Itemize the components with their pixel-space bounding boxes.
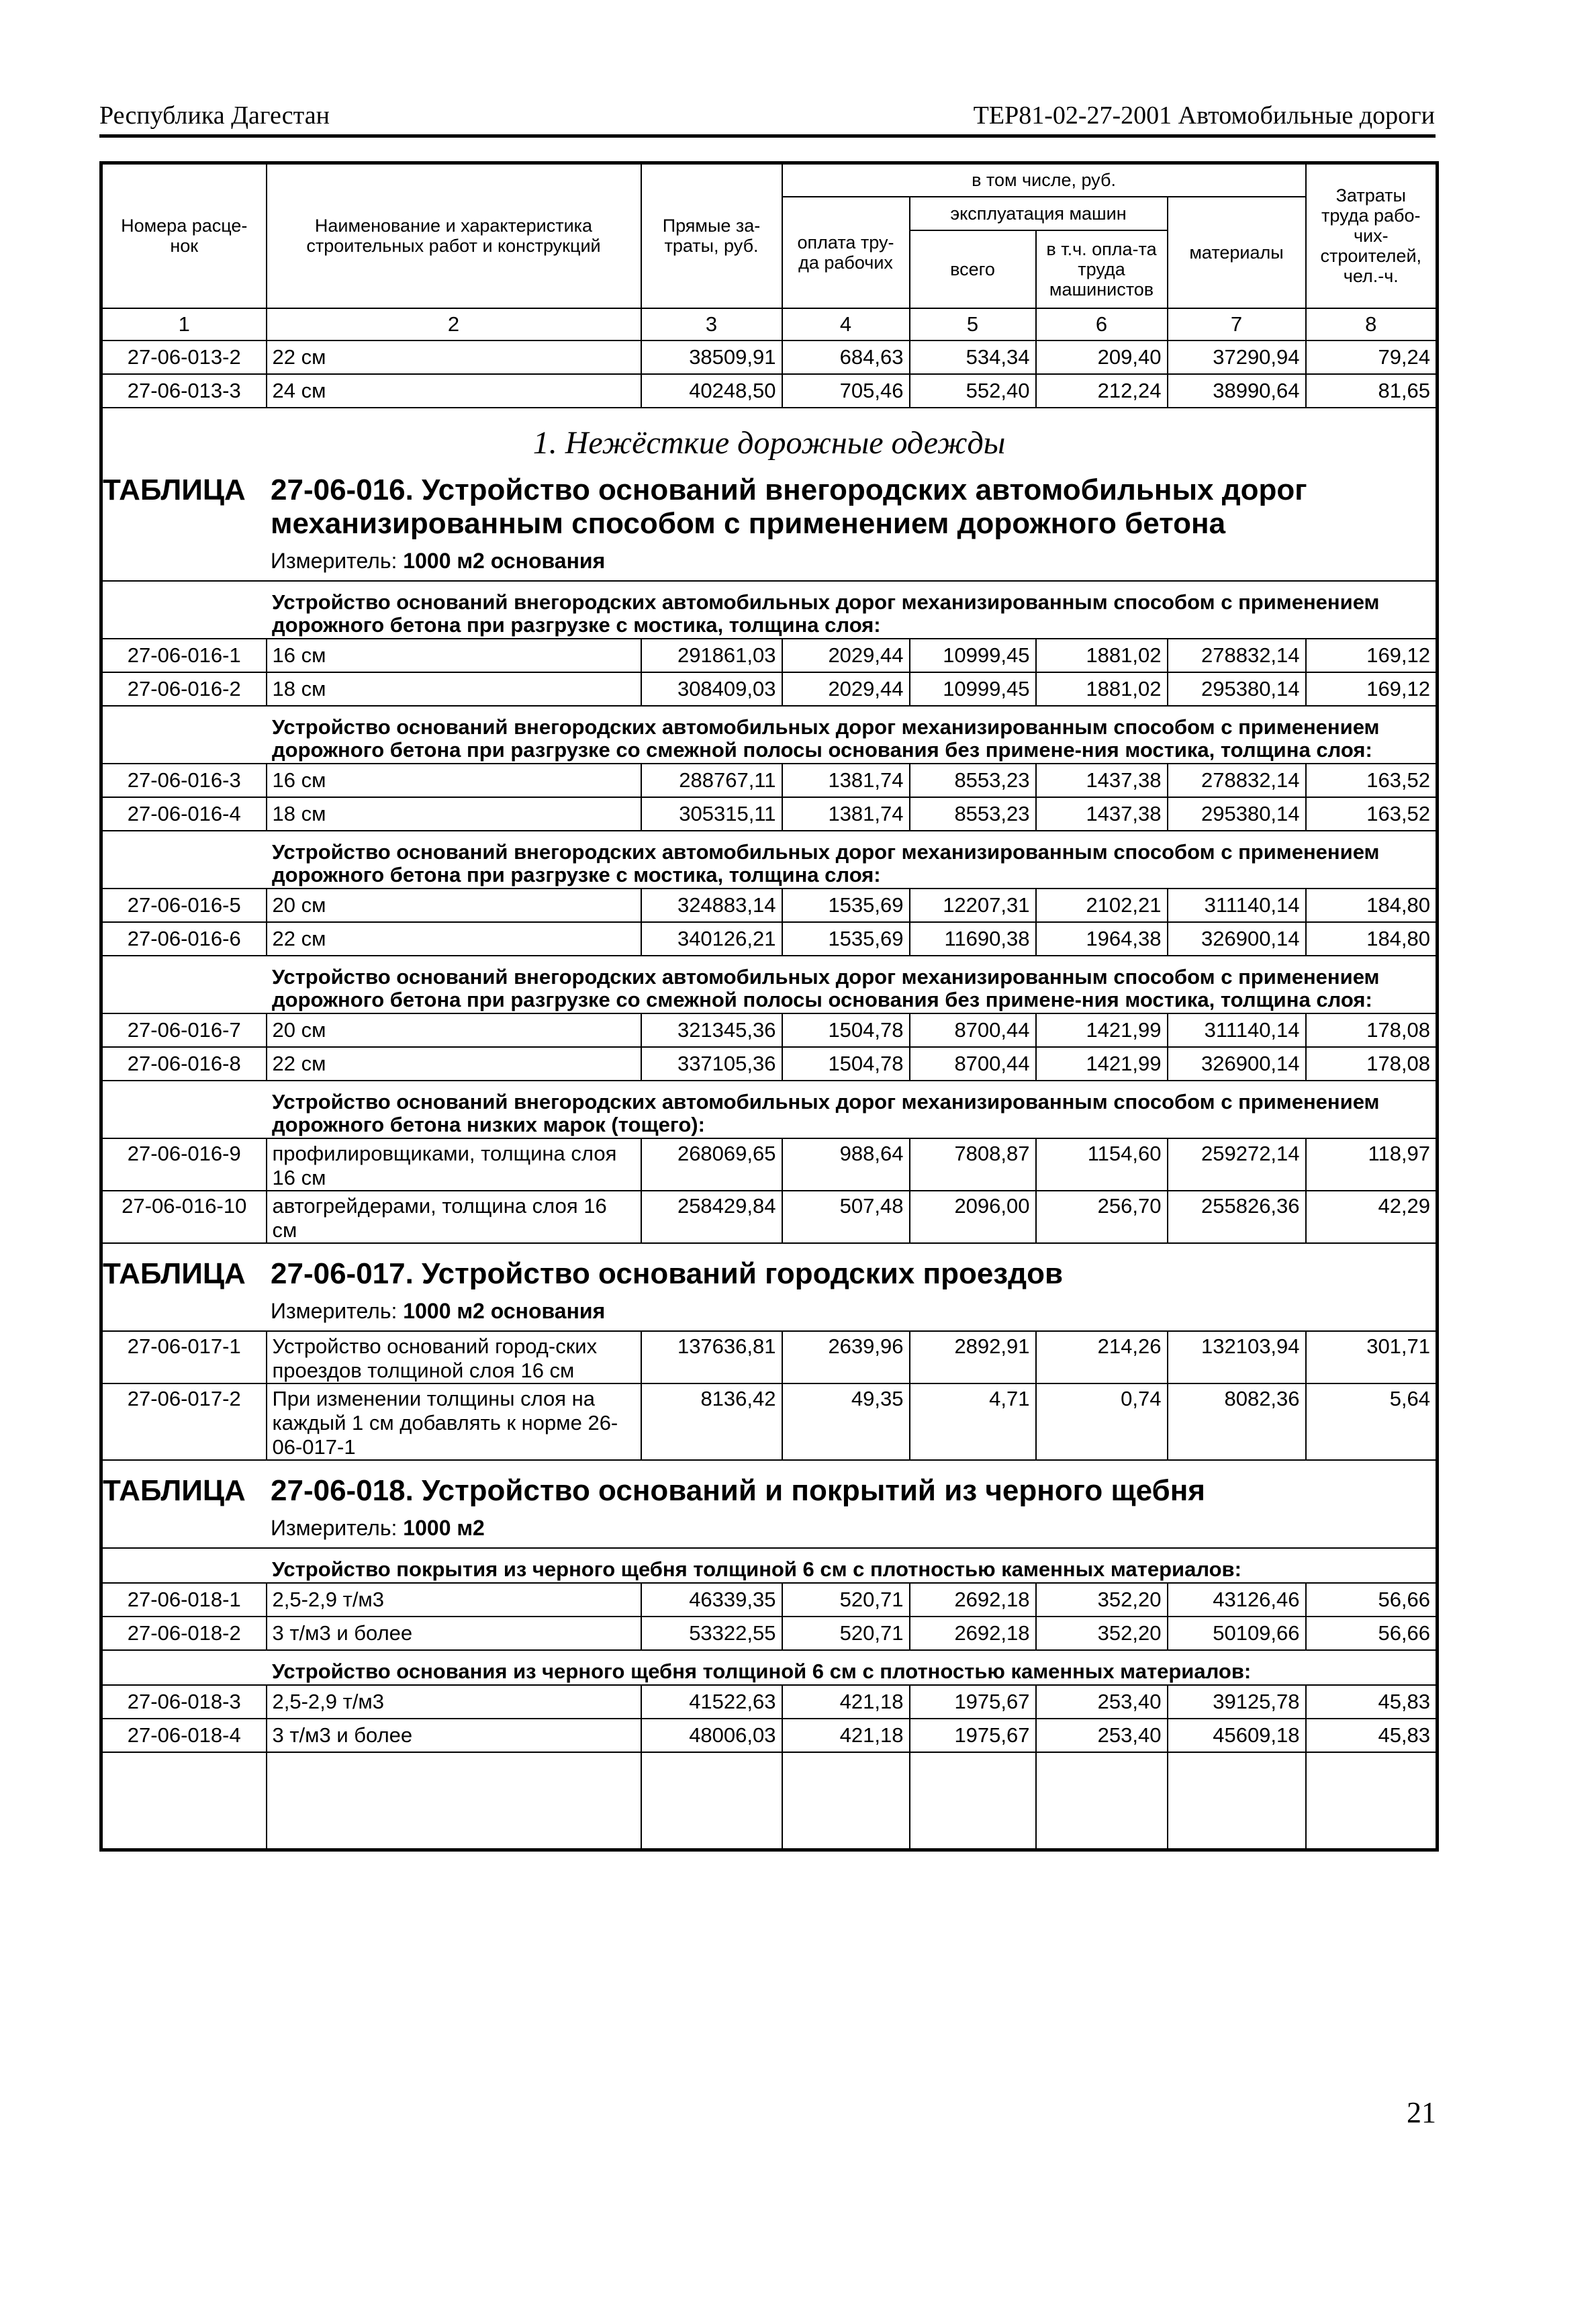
direct-cost: 137636,81	[641, 1331, 782, 1383]
machines-cost: 1975,67	[910, 1685, 1036, 1719]
direct-cost: 46339,35	[641, 1583, 782, 1617]
machines-cost: 7808,87	[910, 1138, 1036, 1191]
measure-label: Измеритель:	[271, 548, 397, 573]
direct-cost: 288767,11	[641, 764, 782, 797]
labor-cost: 2639,96	[782, 1331, 910, 1383]
empty-cell	[782, 1752, 910, 1850]
rate-name: 22 см	[267, 340, 641, 374]
rate-code: 27-06-018-3	[101, 1685, 267, 1719]
direct-cost: 40248,50	[641, 374, 782, 408]
labor-cost: 520,71	[782, 1617, 910, 1650]
materials-cost: 43126,46	[1168, 1583, 1306, 1617]
materials-cost: 278832,14	[1168, 764, 1306, 797]
operators-cost: 1437,38	[1036, 797, 1168, 831]
table-017-heading	[103, 1244, 1436, 1291]
rate-code: 27-06-017-2	[101, 1383, 267, 1460]
labor-hours: 118,97	[1306, 1138, 1438, 1191]
col-number: 6	[1036, 308, 1168, 340]
labor-hours: 81,65	[1306, 374, 1438, 408]
labor-cost: 1535,69	[782, 889, 910, 922]
machines-cost: 12207,31	[910, 889, 1036, 922]
machines-cost: 8700,44	[910, 1013, 1036, 1047]
materials-cost: 50109,66	[1168, 1617, 1306, 1650]
table-row	[101, 1383, 1438, 1460]
rate-name: 24 см	[267, 374, 641, 408]
labor-hours: 169,12	[1306, 672, 1438, 706]
materials-cost: 278832,14	[1168, 639, 1306, 672]
col-number: 3	[641, 308, 782, 340]
operators-cost: 352,20	[1036, 1583, 1168, 1617]
labor-hours: 178,08	[1306, 1013, 1438, 1047]
table-018-header-cell	[101, 1460, 1438, 1548]
group-title: Устройство оснований внегородских автомобильных дорог механизированным способом с применением дорожного бетона при разгрузке с мостика, толщина слоя:	[101, 831, 1438, 889]
running-header-document-code: ТЕР81-02-27-2001 Автомобильные дороги	[973, 101, 1435, 130]
rate-name: 18 см	[267, 672, 641, 706]
rates-table	[99, 161, 1439, 1852]
operators-cost: 212,24	[1036, 374, 1168, 408]
table-row	[101, 1583, 1438, 1617]
rate-name: 20 см	[267, 889, 641, 922]
table-row	[101, 374, 1438, 408]
rate-code: 27-06-016-2	[101, 672, 267, 706]
rate-name: 20 см	[267, 1013, 641, 1047]
rate-code: 27-06-016-1	[101, 639, 267, 672]
labor-cost: 2029,44	[782, 672, 910, 706]
measure-value: 1000 м2 основания	[403, 548, 606, 573]
operators-cost: 1154,60	[1036, 1138, 1168, 1191]
rate-code: 27-06-018-2	[101, 1617, 267, 1650]
table-label: ТАБЛИЦА	[103, 1257, 246, 1290]
materials-cost: 37290,94	[1168, 340, 1306, 374]
col-header-materials: материалы	[1168, 197, 1306, 308]
table-label: ТАБЛИЦА	[103, 473, 246, 506]
measure-unit	[103, 1508, 1436, 1547]
measure-label: Измеритель:	[271, 1298, 397, 1323]
labor-cost: 705,46	[782, 374, 910, 408]
table-row	[101, 1138, 1438, 1191]
labor-hours: 45,83	[1306, 1719, 1438, 1752]
table-title: 27-06-017. Устройство оснований городских проездов	[271, 1257, 1064, 1290]
measure-value: 1000 м2 основания	[403, 1298, 606, 1323]
group-title: Устройство покрытия из черного щебня толщиной 6 см с плотностью каменных материалов:	[101, 1548, 1438, 1583]
rate-code: 27-06-016-8	[101, 1047, 267, 1081]
materials-cost: 38990,64	[1168, 374, 1306, 408]
table-row	[101, 1685, 1438, 1719]
direct-cost: 321345,36	[641, 1013, 782, 1047]
rate-name: 3 т/м3 и более	[267, 1719, 641, 1752]
direct-cost: 291861,03	[641, 639, 782, 672]
labor-hours: 56,66	[1306, 1617, 1438, 1650]
labor-hours: 184,80	[1306, 889, 1438, 922]
measure-unit	[103, 1291, 1436, 1330]
rate-code: 27-06-016-9	[101, 1138, 267, 1191]
table-row	[101, 922, 1438, 956]
table-title: 27-06-016. Устройство оснований внегородских автомобильных дорог механизированным способом с применением дорожного бетона	[271, 473, 1307, 540]
table-label: ТАБЛИЦА	[103, 1473, 246, 1507]
table-row	[101, 889, 1438, 922]
col-header-machines: эксплуатация машин	[910, 197, 1168, 230]
machines-cost: 10999,45	[910, 639, 1036, 672]
table-row	[101, 340, 1438, 374]
direct-cost: 38509,91	[641, 340, 782, 374]
labor-hours: 163,52	[1306, 797, 1438, 831]
machines-cost: 11690,38	[910, 922, 1036, 956]
empty-row	[101, 1752, 1438, 1850]
operators-cost: 0,74	[1036, 1383, 1168, 1460]
labor-cost: 421,18	[782, 1685, 910, 1719]
rate-name: Устройство оснований город-ских проездов толщиной слоя 16 см	[267, 1331, 641, 1383]
direct-cost: 41522,63	[641, 1685, 782, 1719]
rate-name: 22 см	[267, 1047, 641, 1081]
col-number: 8	[1306, 308, 1438, 340]
measure-value: 1000 м2	[403, 1515, 485, 1540]
table-title: 27-06-018. Устройство оснований и покрытий из черного щебня	[271, 1473, 1205, 1507]
direct-cost: 53322,55	[641, 1617, 782, 1650]
table-row	[101, 1191, 1438, 1243]
rate-name: профилировщиками, толщина слоя 16 см	[267, 1138, 641, 1191]
labor-hours: 301,71	[1306, 1331, 1438, 1383]
labor-hours: 42,29	[1306, 1191, 1438, 1243]
labor-cost: 684,63	[782, 340, 910, 374]
table-017-header-cell	[101, 1243, 1438, 1331]
labor-hours: 45,83	[1306, 1685, 1438, 1719]
operators-cost: 1881,02	[1036, 672, 1168, 706]
table-row	[101, 639, 1438, 672]
header-rule	[99, 134, 1436, 138]
labor-cost: 1381,74	[782, 764, 910, 797]
materials-cost: 45609,18	[1168, 1719, 1306, 1752]
labor-cost: 1504,78	[782, 1013, 910, 1047]
measure-unit	[103, 541, 1436, 580]
table-row	[101, 1047, 1438, 1081]
rate-code: 27-06-016-7	[101, 1013, 267, 1047]
operators-cost: 1881,02	[1036, 639, 1168, 672]
rate-name: 18 см	[267, 797, 641, 831]
col-number: 5	[910, 308, 1036, 340]
materials-cost: 326900,14	[1168, 1047, 1306, 1081]
group-title: Устройство основания из черного щебня толщиной 6 см с плотностью каменных материалов:	[101, 1650, 1438, 1685]
labor-cost: 520,71	[782, 1583, 910, 1617]
labor-cost: 988,64	[782, 1138, 910, 1191]
page-number: 21	[1407, 2096, 1436, 2129]
empty-cell	[910, 1752, 1036, 1850]
col-header-workers: Затраты труда рабо-чих-строителей, чел.-ч.	[1306, 163, 1438, 308]
table-row	[101, 1617, 1438, 1650]
materials-cost: 8082,36	[1168, 1383, 1306, 1460]
materials-cost: 132103,94	[1168, 1331, 1306, 1383]
direct-cost: 8136,42	[641, 1383, 782, 1460]
rate-name: 2,5-2,9 т/м3	[267, 1685, 641, 1719]
rate-code: 27-06-018-1	[101, 1583, 267, 1617]
direct-cost: 305315,11	[641, 797, 782, 831]
col-header-code: Номера расце-нок	[101, 163, 267, 308]
rate-code: 27-06-016-4	[101, 797, 267, 831]
empty-cell	[267, 1752, 641, 1850]
operators-cost: 253,40	[1036, 1685, 1168, 1719]
col-header-direct: Прямые за-траты, руб.	[641, 163, 782, 308]
machines-cost: 552,40	[910, 374, 1036, 408]
operators-cost: 1437,38	[1036, 764, 1168, 797]
group-title: Устройство оснований внегородских автомобильных дорог механизированным способом с применением дорожного бетона низких марок (тощего):	[101, 1081, 1438, 1138]
machines-cost: 8553,23	[910, 764, 1036, 797]
table-row	[101, 1013, 1438, 1047]
rate-name: 22 см	[267, 922, 641, 956]
labor-cost: 421,18	[782, 1719, 910, 1752]
operators-cost: 253,40	[1036, 1719, 1168, 1752]
direct-cost: 258429,84	[641, 1191, 782, 1243]
operators-cost: 256,70	[1036, 1191, 1168, 1243]
labor-cost: 1535,69	[782, 922, 910, 956]
machines-cost: 4,71	[910, 1383, 1036, 1460]
empty-cell	[1036, 1752, 1168, 1850]
machines-cost: 8553,23	[910, 797, 1036, 831]
col-header-machines-operators: в т.ч. опла-та труда машинистов	[1036, 230, 1168, 308]
machines-cost: 8700,44	[910, 1047, 1036, 1081]
materials-cost: 311140,14	[1168, 1013, 1306, 1047]
labor-hours: 56,66	[1306, 1583, 1438, 1617]
labor-hours: 163,52	[1306, 764, 1438, 797]
labor-cost: 49,35	[782, 1383, 910, 1460]
group-title: Устройство оснований внегородских автомобильных дорог механизированным способом с применением дорожного бетона при разгрузке со смежной полосы основания без примене-ния мостика, толщина слоя:	[101, 956, 1438, 1013]
rate-name: 16 см	[267, 764, 641, 797]
materials-cost: 295380,14	[1168, 672, 1306, 706]
col-header-name: Наименование и характеристика строительных работ и конструкций	[267, 163, 641, 308]
rate-code: 27-06-016-10	[101, 1191, 267, 1243]
empty-cell	[1168, 1752, 1306, 1850]
running-header-region: Республика Дагестан	[99, 101, 330, 130]
direct-cost: 324883,14	[641, 889, 782, 922]
machines-cost: 2892,91	[910, 1331, 1036, 1383]
measure-label: Измеритель:	[271, 1515, 397, 1540]
table-row	[101, 672, 1438, 706]
machines-cost: 2692,18	[910, 1617, 1036, 1650]
section-title: 1. Нежёсткие дорожные одежды	[532, 424, 1006, 461]
group-title: Устройство оснований внегородских автомобильных дорог механизированным способом с применением дорожного бетона при разгрузке со смежной полосы основания без примене-ния мостика, толщина слоя:	[101, 706, 1438, 764]
labor-cost: 1504,78	[782, 1047, 910, 1081]
machines-cost: 1975,67	[910, 1719, 1036, 1752]
labor-cost: 1381,74	[782, 797, 910, 831]
machines-cost: 2692,18	[910, 1583, 1036, 1617]
machines-cost: 2096,00	[910, 1191, 1036, 1243]
table-row	[101, 1331, 1438, 1383]
materials-cost: 311140,14	[1168, 889, 1306, 922]
rate-code: 27-06-013-2	[101, 340, 267, 374]
direct-cost: 308409,03	[641, 672, 782, 706]
labor-hours: 5,64	[1306, 1383, 1438, 1460]
col-header-labor: оплата тру-да рабочих	[782, 197, 910, 308]
operators-cost: 209,40	[1036, 340, 1168, 374]
rate-name: 2,5-2,9 т/м3	[267, 1583, 641, 1617]
direct-cost: 268069,65	[641, 1138, 782, 1191]
operators-cost: 214,26	[1036, 1331, 1168, 1383]
labor-cost: 2029,44	[782, 639, 910, 672]
col-header-machines-total: всего	[910, 230, 1036, 308]
group-title: Устройство оснований внегородских автомобильных дорог механизированным способом с применением дорожного бетона при разгрузке с мостика, толщина слоя:	[101, 581, 1438, 639]
col-number: 1	[101, 308, 267, 340]
empty-cell	[641, 1752, 782, 1850]
operators-cost: 2102,21	[1036, 889, 1168, 922]
rate-name: 3 т/м3 и более	[267, 1617, 641, 1650]
machines-cost: 534,34	[910, 340, 1036, 374]
operators-cost: 1421,99	[1036, 1047, 1168, 1081]
table-row	[101, 1719, 1438, 1752]
rate-code: 27-06-017-1	[101, 1331, 267, 1383]
labor-hours: 79,24	[1306, 340, 1438, 374]
rate-code: 27-06-016-5	[101, 889, 267, 922]
col-header-incl: в том числе, руб.	[782, 163, 1306, 197]
operators-cost: 1421,99	[1036, 1013, 1168, 1047]
labor-hours: 184,80	[1306, 922, 1438, 956]
machines-cost: 10999,45	[910, 672, 1036, 706]
table-row	[101, 797, 1438, 831]
col-number: 2	[267, 308, 641, 340]
table-018-heading	[103, 1461, 1436, 1508]
materials-cost: 326900,14	[1168, 922, 1306, 956]
operators-cost: 352,20	[1036, 1617, 1168, 1650]
materials-cost: 259272,14	[1168, 1138, 1306, 1191]
empty-cell	[1306, 1752, 1438, 1850]
rate-name: автогрейдерами, толщина слоя 16 см	[267, 1191, 641, 1243]
labor-cost: 507,48	[782, 1191, 910, 1243]
col-number: 7	[1168, 308, 1306, 340]
rate-code: 27-06-018-4	[101, 1719, 267, 1752]
empty-cell	[101, 1752, 267, 1850]
rate-name: 16 см	[267, 639, 641, 672]
materials-cost: 295380,14	[1168, 797, 1306, 831]
rate-code: 27-06-013-3	[101, 374, 267, 408]
rate-code: 27-06-016-3	[101, 764, 267, 797]
rate-name: При изменении толщины слоя на каждый 1 см добавлять к норме 26-06-017-1	[267, 1383, 641, 1460]
table-016-header-cell	[101, 408, 1438, 581]
direct-cost: 337105,36	[641, 1047, 782, 1081]
operators-cost: 1964,38	[1036, 922, 1168, 956]
labor-hours: 169,12	[1306, 639, 1438, 672]
rate-code: 27-06-016-6	[101, 922, 267, 956]
table-row	[101, 764, 1438, 797]
col-number: 4	[782, 308, 910, 340]
materials-cost: 39125,78	[1168, 1685, 1306, 1719]
table-016-heading	[103, 467, 1436, 541]
direct-cost: 48006,03	[641, 1719, 782, 1752]
labor-hours: 178,08	[1306, 1047, 1438, 1081]
materials-cost: 255826,36	[1168, 1191, 1306, 1243]
direct-cost: 340126,21	[641, 922, 782, 956]
